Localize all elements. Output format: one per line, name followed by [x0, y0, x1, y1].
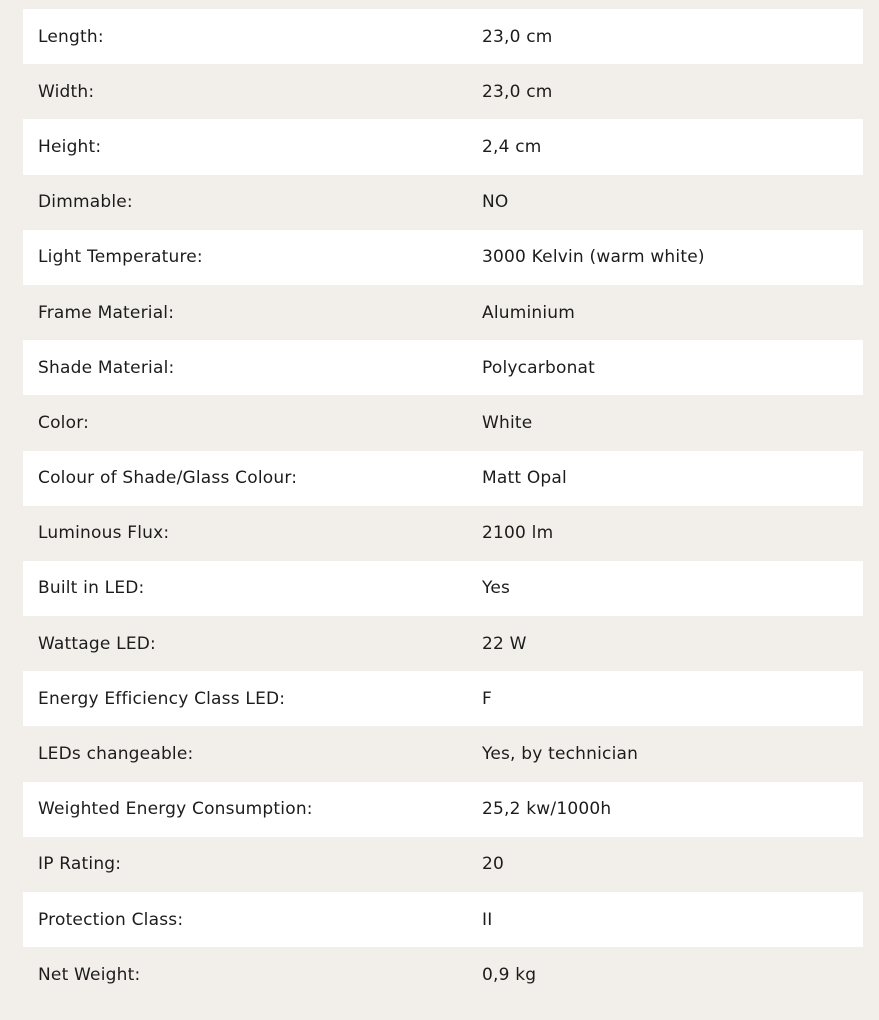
spec-label: Energy Efficiency Class LED: [38, 688, 286, 709]
spec-label: Built in LED: [38, 578, 145, 599]
spec-value: Matt Opal [482, 468, 567, 489]
spec-label: Frame Material: [38, 302, 175, 323]
spec-value: 22 W [482, 633, 527, 654]
spec-value: II [482, 909, 493, 930]
spec-row-dimmable [23, 175, 863, 230]
spec-label: Net Weight: [38, 964, 141, 985]
spec-label: Weighted Energy Consumption: [38, 799, 313, 820]
spec-label: Protection Class: [38, 909, 184, 930]
spec-label: IP Rating: [38, 854, 122, 875]
spec-row-energy-efficiency-class [23, 671, 863, 726]
spec-value: Polycarbonat [482, 357, 596, 378]
spec-table [23, 9, 863, 1002]
spec-label: Length: [38, 26, 104, 47]
spec-row-shade-material [23, 340, 863, 395]
spec-label: Dimmable: [38, 192, 133, 213]
spec-value: 25,2 kw/1000h [482, 799, 612, 820]
spec-value: 0,9 kg [482, 964, 537, 985]
spec-row-frame-material [23, 285, 863, 340]
spec-row-width [23, 64, 863, 119]
spec-value: F [482, 688, 492, 709]
spec-value: Yes, by technician [482, 744, 639, 765]
spec-row-leds-changeable [23, 726, 863, 781]
spec-row-protection-class [23, 892, 863, 947]
spec-label: Luminous Flux: [38, 523, 170, 544]
spec-value: Yes [482, 578, 511, 599]
spec-value: 2100 lm [482, 523, 554, 544]
spec-value: 23,0 cm [482, 26, 553, 47]
spec-label: Wattage LED: [38, 633, 156, 654]
spec-value: White [482, 412, 533, 433]
spec-row-built-in-led [23, 561, 863, 616]
spec-row-length [23, 9, 863, 64]
spec-row-net-weight [23, 947, 863, 1002]
spec-row-shade-colour [23, 451, 863, 506]
spec-label: LEDs changeable: [38, 744, 194, 765]
spec-label: Colour of Shade/Glass Colour: [38, 468, 298, 489]
spec-label: Width: [38, 81, 95, 102]
spec-label: Color: [38, 412, 90, 433]
spec-value: 3000 Kelvin (warm white) [482, 247, 705, 268]
spec-row-wattage-led [23, 616, 863, 671]
spec-value: 2,4 cm [482, 136, 542, 157]
spec-value: 20 [482, 854, 505, 875]
spec-label: Height: [38, 136, 102, 157]
spec-value: 23,0 cm [482, 81, 553, 102]
spec-value: NO [482, 192, 509, 213]
spec-row-ip-rating [23, 837, 863, 892]
spec-row-height [23, 119, 863, 174]
spec-row-color [23, 395, 863, 450]
spec-value: Aluminium [482, 302, 576, 323]
spec-label: Shade Material: [38, 357, 175, 378]
spec-row-light-temperature [23, 230, 863, 285]
spec-row-luminous-flux [23, 506, 863, 561]
spec-label: Light Temperature: [38, 247, 203, 268]
spec-row-weighted-energy-consumption [23, 782, 863, 837]
